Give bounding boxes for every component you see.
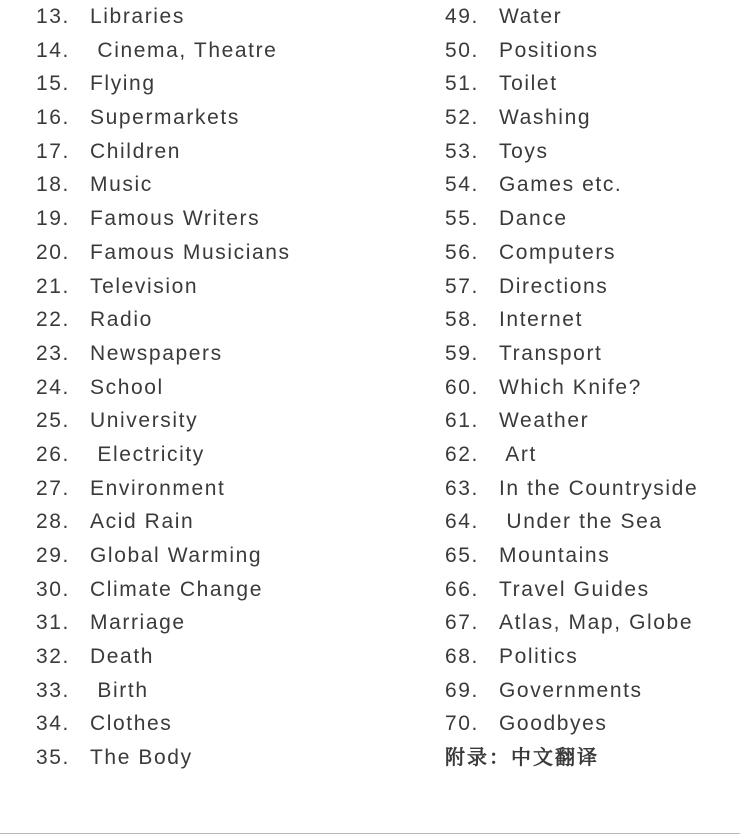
- toc-entry-number: 25.: [36, 409, 70, 433]
- toc-entry-title: School: [90, 375, 164, 399]
- toc-entry-number: 16.: [36, 106, 70, 130]
- toc-entry-title: Games etc.: [499, 173, 623, 197]
- toc-entry-number: 64.: [445, 510, 479, 534]
- toc-entry[interactable]: [36, 67, 291, 101]
- toc-entry-number: 59.: [445, 341, 479, 365]
- toc-entry-title: Marriage: [90, 611, 186, 635]
- toc-entry-title: Famous Writers: [90, 207, 261, 231]
- toc-entry-title: University: [90, 409, 199, 433]
- toc-entry-title: Washing: [499, 106, 592, 130]
- toc-entry[interactable]: [36, 101, 291, 135]
- toc-entry[interactable]: [36, 674, 291, 708]
- toc-entry-number: 33.: [36, 678, 70, 702]
- toc-entry-title: Transport: [499, 341, 603, 365]
- toc-entry-title: Water: [499, 5, 563, 28]
- toc-entry-title: Toilet: [499, 72, 558, 96]
- toc-entry-number: 31.: [36, 611, 70, 635]
- toc-entry-title: Newspapers: [90, 341, 223, 365]
- toc-entry-title: Under the Sea: [499, 510, 663, 534]
- toc-entry-title: In the Countryside: [499, 476, 699, 500]
- toc-entry-title: Birth: [90, 678, 149, 702]
- toc-entry-number: 35.: [36, 746, 70, 770]
- toc-entry-number: 51.: [445, 72, 479, 96]
- toc-entry-number: 23.: [36, 341, 70, 365]
- toc-entry[interactable]: [36, 707, 291, 741]
- toc-entry-number: 58.: [445, 308, 479, 332]
- toc-entry-number: 62.: [445, 442, 479, 466]
- toc-entry-number: 63.: [445, 476, 479, 500]
- toc-entry-title: Children: [90, 139, 182, 163]
- toc-entry[interactable]: [445, 303, 698, 337]
- toc-entry-title: The Body: [90, 746, 193, 770]
- toc-entry-title: Computers: [499, 240, 617, 264]
- toc-entry[interactable]: [445, 0, 698, 34]
- toc-entry-title: Travel Guides: [499, 577, 650, 601]
- toc-entry[interactable]: [445, 472, 698, 506]
- toc-entry-title: Internet: [499, 308, 584, 332]
- toc-entry[interactable]: [36, 741, 291, 775]
- toc-entry[interactable]: [445, 505, 698, 539]
- toc-entry[interactable]: [445, 438, 698, 472]
- toc-entry-number: 20.: [36, 240, 70, 264]
- toc-entry-number: 28.: [36, 510, 70, 534]
- toc-entry-number: 68.: [445, 645, 479, 669]
- toc-entry-number: 18.: [36, 173, 70, 197]
- toc-entry[interactable]: [36, 438, 291, 472]
- toc-entry-title: Governments: [499, 678, 643, 702]
- toc-entry[interactable]: [445, 606, 698, 640]
- toc-entry-title: Supermarkets: [90, 106, 240, 130]
- toc-entry-title: Politics: [499, 645, 579, 669]
- toc-entry-number: 24.: [36, 375, 70, 399]
- toc-entry-title: Television: [90, 274, 199, 298]
- appendix-heading[interactable]: 附录：中文翻译: [445, 745, 599, 770]
- toc-entry[interactable]: [445, 371, 698, 405]
- toc-entry-title: Goodbyes: [499, 712, 608, 736]
- toc-right-entries: [445, 0, 698, 741]
- toc-entry-title: Climate Change: [90, 577, 263, 601]
- toc-entry[interactable]: [36, 168, 291, 202]
- toc-entry[interactable]: [445, 640, 698, 674]
- toc-entry[interactable]: [445, 202, 698, 236]
- toc-entry-number: 30.: [36, 577, 70, 601]
- toc-entry[interactable]: [445, 34, 698, 68]
- toc-entry-title: Environment: [90, 476, 226, 500]
- toc-entry[interactable]: [445, 539, 698, 573]
- toc-entry-title: Mountains: [499, 544, 611, 567]
- toc-entry[interactable]: [36, 202, 291, 236]
- toc-entry[interactable]: [445, 135, 698, 169]
- toc-entry[interactable]: [36, 573, 291, 607]
- toc-entry-title: Libraries: [90, 5, 185, 28]
- toc-entry-number: 29.: [36, 544, 70, 567]
- toc-entry[interactable]: [36, 236, 291, 270]
- toc-entry-title: Directions: [499, 274, 609, 298]
- toc-entry[interactable]: [445, 337, 698, 371]
- toc-entry-number: 69.: [445, 678, 479, 702]
- toc-entry-number: 61.: [445, 409, 479, 433]
- toc-entry[interactable]: [36, 337, 291, 371]
- toc-entry-number: 22.: [36, 308, 70, 332]
- toc-entry-number: 65.: [445, 544, 479, 567]
- toc-entry-number: 15.: [36, 72, 70, 96]
- toc-entry[interactable]: [36, 303, 291, 337]
- toc-entry[interactable]: [36, 404, 291, 438]
- toc-entry-title: Toys: [499, 139, 549, 163]
- toc-entry-title: Weather: [499, 409, 590, 433]
- toc-entry-number: 50.: [445, 38, 479, 62]
- toc-entry-title: Death: [90, 645, 155, 669]
- toc-entry[interactable]: [36, 34, 291, 68]
- toc-entry-number: 49.: [445, 5, 479, 28]
- toc-entry-title: Positions: [499, 38, 599, 62]
- toc-entry-title: Flying: [90, 72, 156, 96]
- toc-entry-title: Acid Rain: [90, 510, 195, 534]
- toc-entry[interactable]: [36, 472, 291, 506]
- toc-entry[interactable]: [36, 270, 291, 304]
- toc-entry[interactable]: [445, 67, 698, 101]
- toc-entry[interactable]: [36, 371, 291, 405]
- toc-entry[interactable]: [445, 168, 698, 202]
- toc-entry-number: 17.: [36, 139, 70, 163]
- toc-entry-number: 53.: [445, 139, 479, 163]
- toc-entry-number: 67.: [445, 611, 479, 635]
- toc-entry-number: 13.: [36, 5, 70, 28]
- toc-entry-number: 52.: [445, 106, 479, 130]
- toc-entry-title: Cinema, Theatre: [90, 38, 278, 62]
- toc-entry[interactable]: [445, 573, 698, 607]
- toc-entry-number: 21.: [36, 274, 70, 298]
- toc-entry-number: 55.: [445, 207, 479, 231]
- toc-entry-number: 70.: [445, 712, 479, 736]
- toc-entry[interactable]: [445, 270, 698, 304]
- toc-entry[interactable]: [445, 101, 698, 135]
- toc-entry-number: 27.: [36, 476, 70, 500]
- toc-entry[interactable]: [36, 539, 291, 573]
- toc-entry[interactable]: [445, 674, 698, 708]
- toc-entry[interactable]: [36, 0, 291, 34]
- toc-entry-number: 14.: [36, 38, 70, 62]
- toc-entry-title: Radio: [90, 308, 153, 332]
- toc-entry-title: Famous Musicians: [90, 240, 291, 264]
- toc-entry-title: Electricity: [90, 442, 205, 466]
- toc-entry-number: 56.: [445, 240, 479, 264]
- toc-entry-title: Music: [90, 173, 153, 197]
- toc-entry-number: 32.: [36, 645, 70, 669]
- toc-entry-number: 54.: [445, 173, 479, 197]
- toc-entry[interactable]: [36, 640, 291, 674]
- toc-entry[interactable]: [36, 505, 291, 539]
- toc-entry-title: Dance: [499, 207, 568, 231]
- toc-entry-title: Atlas, Map, Globe: [499, 611, 694, 635]
- toc-entry-title: Which Knife?: [499, 375, 642, 399]
- toc-entry-number: 57.: [445, 274, 479, 298]
- toc-right-column: [445, 0, 698, 775]
- footer-divider: [0, 833, 740, 834]
- toc-entry[interactable]: [445, 707, 698, 741]
- toc-entry-number: 66.: [445, 577, 479, 601]
- toc-entry[interactable]: [36, 606, 291, 640]
- toc-entry-number: 26.: [36, 442, 70, 466]
- toc-entry[interactable]: [36, 135, 291, 169]
- toc-entry-number: 34.: [36, 712, 70, 736]
- toc-entry-title: Clothes: [90, 712, 173, 736]
- toc-entry[interactable]: [445, 236, 698, 270]
- toc-entry-title: Global Warming: [90, 544, 263, 567]
- toc-entry[interactable]: [445, 404, 698, 438]
- toc-entry-number: 19.: [36, 207, 70, 231]
- toc-entry-number: 60.: [445, 375, 479, 399]
- toc-entry-title: Art: [499, 442, 537, 466]
- toc-left-column: [36, 0, 291, 775]
